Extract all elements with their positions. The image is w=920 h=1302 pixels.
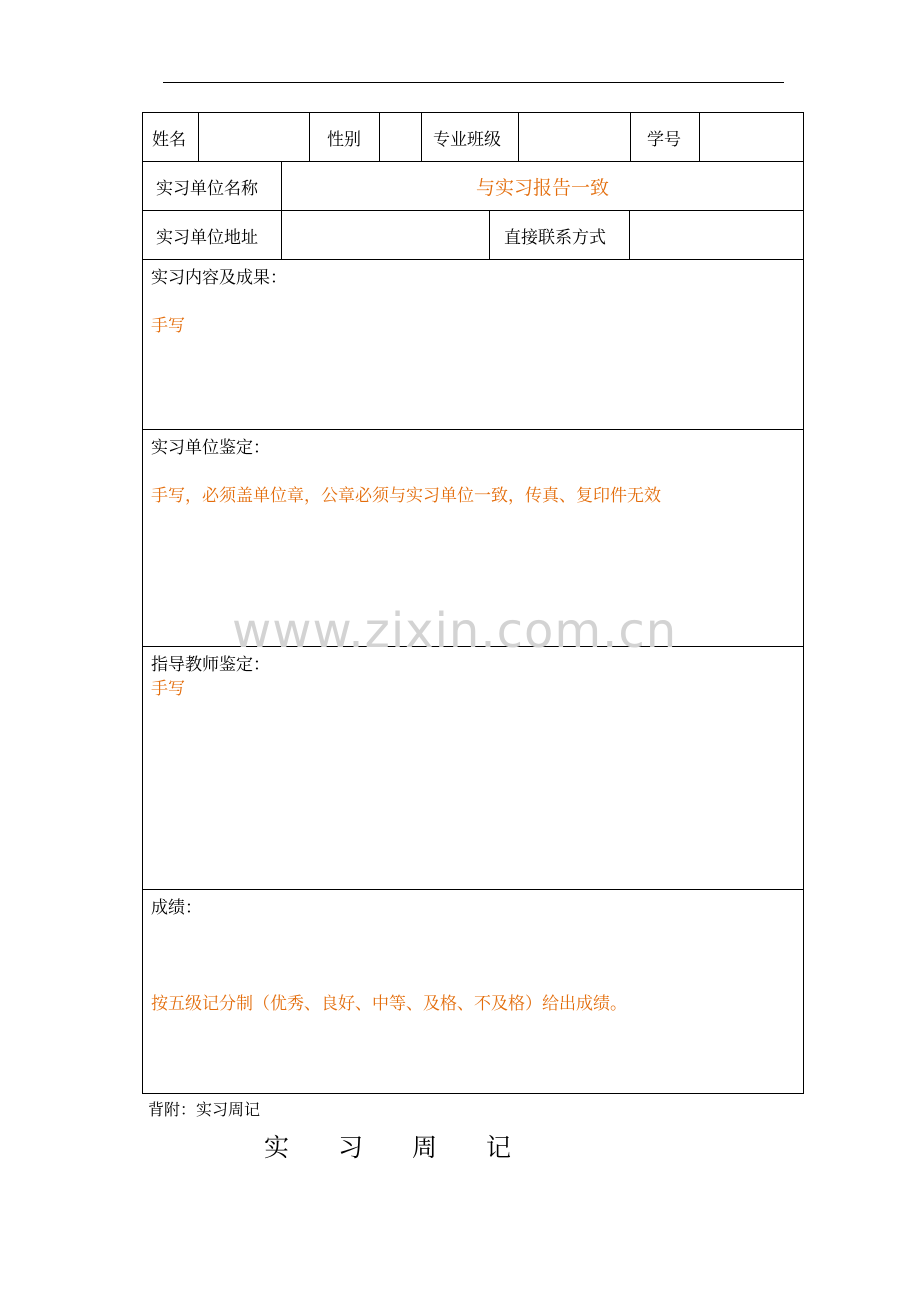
row-personal-info xyxy=(143,113,803,162)
section-teacher-evaluation[interactable] xyxy=(143,647,803,890)
name-field[interactable] xyxy=(199,113,310,161)
gender-field[interactable] xyxy=(380,113,422,161)
major-class-label: 专业班级 xyxy=(422,113,519,161)
attachment-note: 背附：实习周记 xyxy=(148,1100,261,1119)
name-label: 姓名 xyxy=(143,113,199,161)
row-unit-name xyxy=(143,162,803,211)
major-class-field[interactable] xyxy=(519,113,631,161)
grade-title: 成绩： xyxy=(151,898,202,918)
title-char: 实 xyxy=(264,1133,290,1162)
teacher-evaluation-note: 手写 xyxy=(151,679,185,699)
student-id-field[interactable] xyxy=(700,113,803,161)
unit-name-value[interactable]: 与实习报告一致 xyxy=(475,176,609,199)
section-content[interactable] xyxy=(143,260,803,430)
row-unit-address xyxy=(143,211,803,260)
content-note: 手写 xyxy=(151,316,185,336)
student-id-label: 学号 xyxy=(631,113,700,161)
title-char: 周 xyxy=(412,1133,438,1162)
contact-field[interactable] xyxy=(630,211,803,259)
unit-evaluation-title: 实习单位鉴定： xyxy=(151,438,270,458)
unit-name-label: 实习单位名称 xyxy=(143,162,282,210)
grade-note: 按五级记分制（优秀、良好、中等、及格、不及格）给出成绩。 xyxy=(151,994,627,1014)
title-char: 记 xyxy=(486,1133,512,1162)
gender-label: 性别 xyxy=(310,113,380,161)
contact-label: 直接联系方式 xyxy=(490,211,630,259)
content-title: 实习内容及成果： xyxy=(151,268,287,288)
section-grade[interactable] xyxy=(143,890,803,1093)
top-rule xyxy=(163,82,784,83)
watermark: www.zixin.com.cn xyxy=(232,603,678,659)
teacher-evaluation-title: 指导教师鉴定： xyxy=(151,655,270,675)
unit-address-label: 实习单位地址 xyxy=(143,211,282,259)
title-char: 习 xyxy=(338,1133,364,1162)
weekly-journal-title xyxy=(264,1128,560,1164)
unit-address-field[interactable] xyxy=(282,211,490,259)
unit-evaluation-note: 手写，必须盖单位章，公章必须与实习单位一致，传真、复印件无效 xyxy=(151,486,661,506)
